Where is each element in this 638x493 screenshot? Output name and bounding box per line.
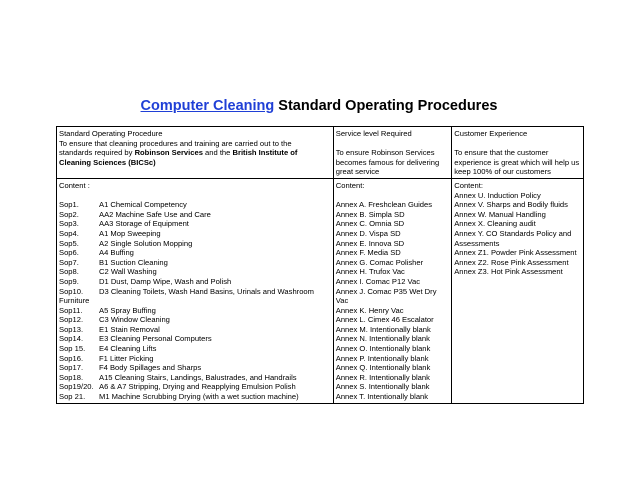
sop-number: Sop10. <box>59 286 84 296</box>
sop-number: Sop1. <box>59 200 79 210</box>
sop-number: Sop14. <box>59 334 84 344</box>
annex-item: Annex A. Freshclean Guides <box>335 200 433 210</box>
sop-number: Sop16. <box>59 353 84 363</box>
procedure-desc-line2: standards required by Robinson Services and the British Institute of <box>59 148 298 158</box>
sop-title: F1 Litter Picking <box>99 353 154 363</box>
sop-title: A1 Chemical Competency <box>99 200 187 210</box>
sop-item <box>59 382 331 392</box>
annex-item: Annex N. Intentionally blank <box>335 334 430 344</box>
title-link[interactable]: Computer Cleaning <box>140 98 275 114</box>
sop-item <box>59 354 331 364</box>
sop-table <box>56 126 584 404</box>
annex-item: Annex G. Comac Polisher <box>335 257 424 267</box>
sop-number: Sop6. <box>59 248 79 258</box>
procedure-heading: Standard Operating Procedure <box>59 129 163 138</box>
sop-number: Sop13. <box>59 324 84 334</box>
experience-desc: To ensure that the customer experience is great which will help us keep 100% of our customers <box>454 148 580 177</box>
sop-title: AA2 Machine Safe Use and Care <box>99 209 211 219</box>
sop-number: Sop9. <box>59 276 79 286</box>
sop-item <box>59 200 331 210</box>
policy-item: Annex Z1. Powder Pink Assessment <box>454 248 577 258</box>
sop-title: D3 Cleaning Toilets, Wash Hand Basins, Urinals and Washroom Furniture <box>59 286 314 306</box>
sop-item <box>59 363 331 373</box>
sop-title: AA3 Storage of Equipment <box>99 219 189 229</box>
sop-number: Sop18. <box>59 372 84 382</box>
policy-item: Annex W. Manual Handling <box>454 209 546 219</box>
annex-item: Annex O. Intentionally blank <box>335 344 431 354</box>
sop-title: A1 Mop Sweeping <box>99 228 161 238</box>
sop-number: Sop8. <box>59 267 79 277</box>
annex-list <box>336 200 449 401</box>
sop-item <box>59 210 331 220</box>
policy-item: Annex Y. CO Standards Policy and Assessments <box>454 228 572 248</box>
sop-item <box>59 306 331 316</box>
header-cell-service <box>333 127 451 179</box>
content-cell-sops <box>57 178 334 403</box>
header-cell-procedure <box>57 127 334 179</box>
annex-item: Annex J. Comac P35 Wet Dry Vac <box>335 286 437 306</box>
annex-item: Annex K. Henry Vac <box>335 305 404 315</box>
annex-item: Annex L. Cimex 46 Escalator <box>335 315 434 325</box>
sop-title: A2 Single Solution Mopping <box>99 238 193 248</box>
sop-title: A4 Buffing <box>99 248 134 258</box>
policy-item: Annex X. Cleaning audit <box>454 219 536 229</box>
title-rest: Standard Operating Procedures <box>274 98 498 114</box>
content-cell-policies <box>452 178 584 403</box>
sop-title: B1 Suction Cleaning <box>99 257 168 267</box>
sop-number: Sop3. <box>59 219 79 229</box>
sop-title: C2 Wall Washing <box>99 267 157 277</box>
experience-heading: Customer Experience <box>454 129 528 138</box>
annex-item: Annex C. Omnia SD <box>335 219 405 229</box>
sop-title: A15 Cleaning Stairs, Landings, Balustrades, and Handrails <box>99 372 297 382</box>
annex-item: Annex S. Intentionally blank <box>335 382 430 392</box>
annexes-label: Content: <box>335 180 365 190</box>
annex-item: Annex F. Media SD <box>335 248 401 258</box>
sop-item <box>59 344 331 354</box>
header-cell-experience <box>452 127 584 179</box>
policy-item: Annex U. Induction Policy <box>454 190 541 200</box>
sop-title: E4 Cleaning Lifts <box>99 344 157 354</box>
header-row <box>57 127 584 179</box>
sop-title: E3 Cleaning Personal Computers <box>99 334 212 344</box>
policy-item: Annex Z2. Rose Pink Assessment <box>454 257 569 267</box>
sop-number: Sop5. <box>59 238 79 248</box>
sop-number: Sop11. <box>59 305 83 315</box>
sop-item <box>59 219 331 229</box>
sop-number: Sop19/20. <box>59 382 94 392</box>
annex-item: Annex D. Vispa SD <box>335 228 401 238</box>
annex-item: Annex B. Simpla SD <box>335 209 405 219</box>
sop-number: Sop4. <box>59 228 79 238</box>
annex-item: Annex T. Intentionally blank <box>335 392 429 402</box>
sop-item <box>59 315 331 325</box>
sop-title: C3 Window Cleaning <box>99 315 170 325</box>
sop-title: E1 Stain Removal <box>99 324 160 334</box>
procedure-desc-line3: Cleaning Sciences (BICSc) <box>59 157 156 167</box>
content-cell-annexes <box>333 178 451 403</box>
sop-number: Sop2. <box>59 209 79 219</box>
sop-item <box>59 267 331 277</box>
annex-item: Annex M. Intentionally blank <box>335 324 431 334</box>
sop-item <box>59 287 331 306</box>
content-row <box>57 178 584 403</box>
service-heading: Service level Required <box>335 129 412 138</box>
policies-label: Content: <box>454 180 483 190</box>
sop-item <box>59 392 331 402</box>
sop-item <box>59 373 331 383</box>
sop-item <box>59 334 331 344</box>
sop-number: Sop12. <box>59 315 84 325</box>
sop-title: D1 Dust, Damp Wipe, Wash and Polish <box>99 276 232 286</box>
policy-list <box>454 191 581 277</box>
sop-item <box>59 325 331 335</box>
annex-item: Annex E. Innova SD <box>335 238 405 248</box>
sop-number: Sop 15. <box>59 344 86 354</box>
sop-title: F4 Body Spillages and Sharps <box>99 363 202 373</box>
sop-list <box>59 200 331 401</box>
annex-item: Annex P. Intentionally blank <box>335 353 429 363</box>
sop-item <box>59 258 331 268</box>
policy-item: Annex V. Sharps and Bodily fluids <box>454 200 568 210</box>
policy-item: Annex Z3. Hot Pink Assessment <box>454 267 563 277</box>
sop-item <box>59 277 331 287</box>
procedure-desc-line1: To ensure that cleaning procedures and training are carried out to the <box>59 138 292 148</box>
annex-item: Annex H. Trufox Vac <box>335 267 405 277</box>
sop-item <box>59 229 331 239</box>
sop-title: A6 & A7 Stripping, Drying and Reapplying Emulsion Polish <box>99 382 296 392</box>
annex-item: Annex Q. Intentionally blank <box>335 363 431 373</box>
sop-item <box>59 248 331 258</box>
sop-number: Sop17. <box>59 363 84 373</box>
page-title <box>0 98 638 114</box>
annex-item: Annex R. Intentionally blank <box>335 372 430 382</box>
sop-title: M1 Machine Scrubbing Drying (with a wet suction machine) <box>99 392 299 402</box>
sop-number: Sop7. <box>59 257 79 267</box>
sops-label: Content : <box>59 180 90 190</box>
sop-title: A5 Spray Buffing <box>99 305 156 315</box>
sop-item <box>59 239 331 249</box>
service-desc: To ensure Robinson Services becomes famous for delivering great service <box>335 148 440 177</box>
sop-number: Sop 21. <box>59 392 86 402</box>
annex-item: Annex I. Comac P12 Vac <box>335 276 421 286</box>
